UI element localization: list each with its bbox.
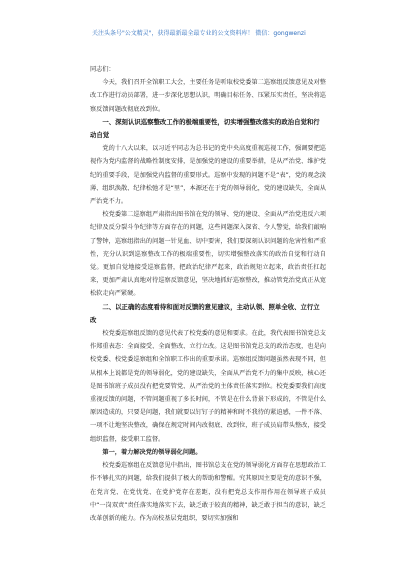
section-heading: 二、以正确的态度看待和面对反馈的意见建议，主动认领、照单全收、立行立改 xyxy=(90,302,320,324)
section-heading: 一、深刻认识巡察整改工作的极端重要性，切实增强整改落实的政治自觉和行动自觉 xyxy=(90,117,320,140)
document-body xyxy=(90,63,326,525)
subsection-lead: 第一，着力解决党的领导弱化问题。 xyxy=(102,448,202,456)
subsection-heading xyxy=(90,446,326,459)
promo-banner: 关注头条号"公文精灵"，获得最新最全最专业的公文资料库！ 微信：gongwenzi xyxy=(92,30,306,37)
body-paragraph: 今天，我们召开全馆职工大会，主要任务是听取校党委第二巡察组反馈意见及对整改工作进行动员部署，进一步深化思想认识，明确目标任务、压紧压实责任，坚决将巡察反馈问题改彻底改到位。 xyxy=(90,79,326,113)
paragraph-list xyxy=(90,76,326,525)
salutation: 同志们： xyxy=(90,66,115,73)
body-paragraph: 党的十八大以来，以习近平同志为总书记的党中央高度重视巡视工作，强调要把巡视作为党内监督的战略性制度安排，是加强党的建设的重要举措，是从严治党、维护党纪的重要手段，是加强党内监督的重要形式。巡察中发现的问题不是“表”，党的观念淡薄、组织涣散、纪律松弛才是“里”，本源还在于党的领导弱化，党的建设缺失，全面从严治党不力。 xyxy=(90,145,326,206)
body-paragraph: 校党委第二巡察组严肃指出图书馆在党的领导、党的建设、全面从严治党违反六项纪律及反分裂斗争纪律等方面存在的问题，这些问题深入深省、令人警觉，给我们敲响了警钟，巡察组指出的问题一针见血、切中要害，我们要深刻认识问题的危害性和严重性，充分认识到巡察整改工作的极端重要性，切实增强整改落实的政治自觉和行动自觉。更加自觉地接受巡察监督，把政治纪律严起来，政治规矩立起来，政治责任扛起来，更加严肃认真地对待巡察反馈意见，坚决地抓好巡察整改，推动管党治党真正从宽松软走向严紧硬。 xyxy=(90,211,326,298)
body-paragraph: 校党委巡察组反馈的意见代表了校党委的意见和要求。在此，我代表图书馆党总支作郑重表态：全面接受、全面整改、立行立改。这是图书馆党总支的政治态度，也是向校党委、校党委巡察组和全馆职工作出的重要承诺。巡察组反馈问题虽然表现不同，但从根本上说都是党的领导弱化，党的建设缺失，全面从严治党不力的集中反映，核心还是图书馆班子成员没有把党要管党、从严治党的主体责任落实到位。校党委要我们高度重视反馈的问题，不管问题重视了多长时间，不管是在什么背景下形成的，不管是什么原因造成的，只要是问题，我们就要以钉钉子的精神和时不我待的紧迫感，一件不落、一项不让地坚决整改，确保在规定时间内改彻底、改到位，班子成员肩带头整改，接受组织监督，接受职工监督。 xyxy=(90,330,326,443)
body-paragraph: 校党委巡察组在反馈意见中指出，图书馆总支在党的领导弱化方面存在思想政治工作不够扎实的问题，给我们提供了极大的帮助和警醒。究其原因主要是党的意识不强，在党言党、在党忧党、在党护党存在差距，没有把党总支作用作用在领导班子成员中“一岗双责”责任落实地落实下去，缺乏敢于较真的精神，缺乏敢于担当的意识，缺乏改革创新的能力。作为高校基层党组织，要切实加强和 xyxy=(90,462,326,522)
